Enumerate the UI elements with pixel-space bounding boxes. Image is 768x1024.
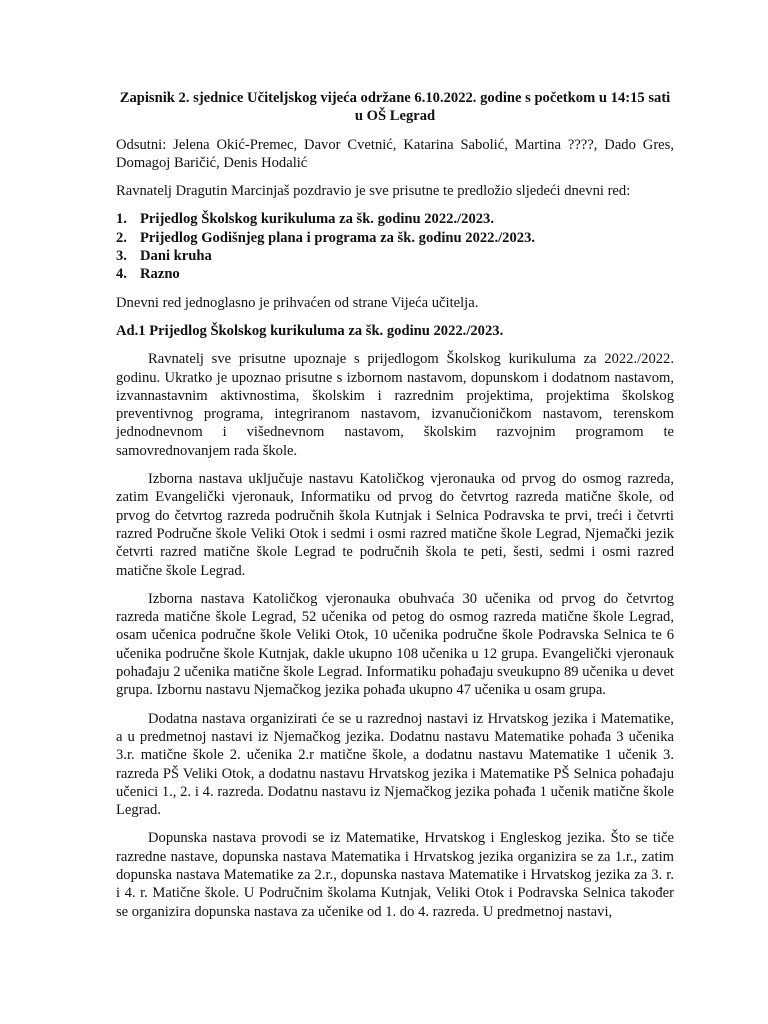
intro-text: Ravnatelj Dragutin Marcinjaš pozdravio je sve prisutne te predložio sljedeći dnevni red: [116, 183, 631, 200]
agenda-list [116, 210, 674, 283]
body-paragraph: Dodatna nastava organizirati će se u razrednoj nastavi iz Hrvatskog jezika i Matematike, a u predmetnoj nastavi iz Njemačkog jezika. Dodatnu nastavu Matematike pohađa 3 učenika 3.r. matične škole 2. učenika 2.r matične škole, a dodatnu nastavu Matematike 1 učenik 3. razreda PŠ Veliki Otok, a dodatnu nastavu Hrvatskog jezika i Matematike PŠ Selnica pohađaju učenici 1., 2. i 4. razreda. Dodatnu nastavu iz Njemačkog jezika pohađa 1 učenik matične škole Legrad. [116, 710, 674, 819]
agenda-item-text: Razno [140, 266, 180, 283]
agenda-item [116, 265, 674, 283]
agenda-item [116, 210, 674, 228]
body-paragraph: Izborna nastava Katoličkog vjeronauka obuhvaća 30 učenika od prvog do četvrtog razreda matične škole Legrad, 52 učenika od petog do osmog razreda matične škole Legrad, osam učenica područne škole Veliki Otok, 10 učenika područne škole Podravska Selnica te 6 učenika područne škole Kutnjak, dakle ukupno 108 učenika u 12 grupa. Evangelički vjeronauk pohađaju 2 učenika matične škole Legrad. Informatiku pohađaju sveukupno 89 učenika u devet grupa. Izbornu nastavu Njemačkog jezika pohađa ukupno 47 učenika u osam grupa. [116, 590, 674, 699]
body-paragraph: Izborna nastava uključuje nastavu Katoličkog vjeronauka od prvog do osmog razreda, zatim Evangelički vjeronauk, Informatiku od prvog do četvrtog razreda matične škole, od prvog do četvrtog razreda područnih škola Kutnjak i Selnica Podravska te prvi, treći i četvrti razred Područne škole Veliki Otok i sedmi i osmi razred matične škole Legrad, Njemački jezik četvrti razred matične škole Legrad te područnih škola te peti, šesti, sedmi i osmi razred matične škole Legrad. [116, 471, 674, 579]
agenda-item [116, 247, 674, 265]
agenda-item-text: Prijedlog Godišnjeg plana i programa za šk. godinu 2022./2023. [140, 229, 536, 246]
agenda-accepted: Dnevni red jednoglasno je prihvaćen od strane Vijeća učitelja. [116, 294, 479, 311]
agenda-item-number: 4. [116, 266, 127, 283]
agenda-item-number: 1. [116, 211, 127, 228]
body-paragraph: Dopunska nastava provodi se iz Matematike, Hrvatskog i Engleskog jezika. Što se tiče razredne nastave, dopunska nastava Matematika i Hrvatskog jezika organizira se za 1.r., zatim dopunska nastava Matematike za 2.r., dopunska nastava Matematike i Hrvatskog jezika za 3. r. i 4. r. Matične škole. U Područnim školama Kutnjak, Veliki Otok i Podravska Selnica također se organizira dopunska nastava za učenike od 1. do 4. razreda. U predmetnoj nastavi, [116, 830, 674, 920]
absent-list: Odsutni: Jelena Okić-Premec, Davor Cvetnić, Katarina Sabolić, Martina ????, Dado Gres, Domagoj Baričić, Denis Hodalić [116, 136, 674, 171]
body-paragraph: Ravnatelj sve prisutne upoznaje s prijedlogom Školskog kurikuluma za 2022./2022. godinu. Ukratko je upoznao prisutne s izbornom nastavom, dopunskom i dodatnom nastavom, izvannastavnim aktivnostima, školskim i razrednim projektima, projektima školskog preventivnog programa, integriranom nastavom, izvanučioničkom nastavom, terenskom jednodnevnom i višednevnom nastavom, školskim razvojnim programom te samovrednovanjem rada škole. [116, 351, 674, 459]
document-title: Zapisnik 2. sjednice Učiteljskog vijeća održane 6.10.2022. godine s početkom u 14:15 sati u OŠ Legrad [119, 90, 671, 125]
agenda-item-number: 2. [116, 229, 127, 246]
agenda-item-text: Dani kruha [140, 248, 212, 265]
agenda-item [116, 229, 674, 247]
section-heading-ad1: Ad.1 Prijedlog Školskog kurikuluma za šk. godinu 2022./2023. [116, 322, 504, 339]
agenda-item-number: 3. [116, 248, 127, 265]
agenda-item-text: Prijedlog Školskog kurikuluma za šk. godinu 2022./2023. [140, 211, 494, 228]
